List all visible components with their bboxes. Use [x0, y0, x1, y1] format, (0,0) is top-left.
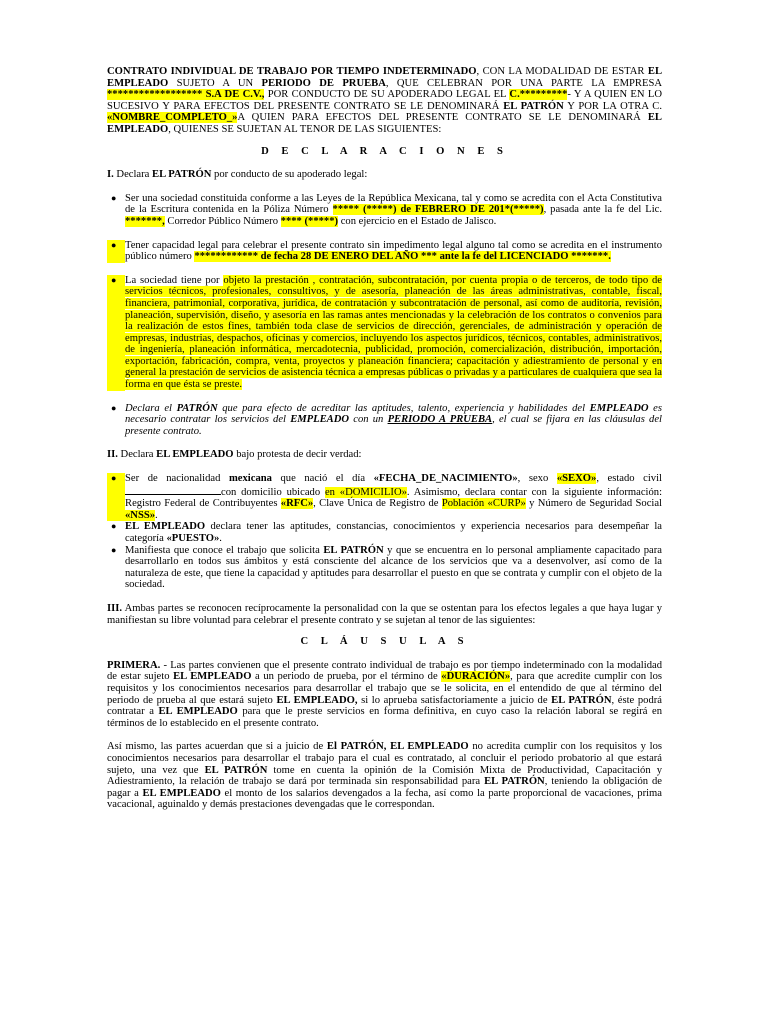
- bullet-text: Declara el PATRÓN que para efecto de acreditar las aptitudes, talento, experiencia y habilidades del EMPLEADO es necesario contratar los servicios del EMPLEADO con un PERIODO A PRUEBA, el cual se fijara en las cláusulas del presente contrato.: [125, 402, 662, 437]
- bullet-item-7: [107, 545, 662, 591]
- bullet-icon: ●: [107, 473, 125, 521]
- clausulas-heading: C L Á U S U L A S: [300, 636, 469, 648]
- declaration-text: Ambas partes se reconocen recíprocamente la personalidad con la que se ostentan para los efectos legales a que haya lugar y manifiestan su libre voluntad para celebrar el presente contrato y se sujetan al tenor de las siguientes:: [107, 602, 662, 626]
- contract-document: [107, 66, 662, 811]
- bullet-item-3: [107, 275, 662, 391]
- intro-text: EL EMPLEADO: [107, 112, 662, 135]
- clause-number: PRIMERA.: [107, 659, 161, 671]
- company-placeholder: ****************** S.A DE C.V.,: [107, 89, 265, 101]
- intro-text: , QUIENES SE SUJETAN AL TENOR DE LAS SIGUIENTES:: [168, 123, 442, 135]
- bullet-icon: ●: [111, 521, 117, 532]
- declaration-number: III.: [107, 602, 123, 614]
- intro-text: - Y A QUIEN EN LO SUCESIVO Y PARA EFECTOS DEL PRESENTE CONTRATO SE LE DENOMINARÁ: [107, 89, 662, 112]
- bullet-icon: ●: [107, 240, 125, 263]
- declaration-text: Declara: [117, 449, 157, 461]
- bullet-text: Manifiesta que conoce el trabajo que solicita EL PATRÓN y que se encuentra en lo personal ampliamente capacitado para desarrollarlo en todos sus ámbitos y está consciente del alcance de los servicios que va a desenvolver, así como de la naturaleza de este, que tiene la capacidad y aptitudes para desarrollar el puesto en que se contrata y cumplir con el objeto de la sociedad.: [125, 544, 662, 591]
- bullet-item-2: [107, 240, 662, 263]
- declaration-text: bajo protesta de decir verdad:: [233, 449, 362, 461]
- clause-asimismo: Así mismo, las partes acuerdan que si a juicio de El PATRÓN, EL EMPLEADO no acredita cumplir con los requisitos y los conocimientos necesarios para desarrollar el trabajo para el cual es contratado, al concluir el periodo probatorio al que estará sujeto, una vez que EL PATRÓN tome en cuenta la opinión de la Comisión Mixta de Productividad, Capacitación y Adiestramiento, la relación de trabajo se dará por terminada sin responsabilidad para EL PATRÓN, teniendo la obligación de pagar a EL EMPLEADO el monto de los salarios devengados a la fecha, así como la parte proporcional de vacaciones, prima vacacional, aguinaldo y demás prestaciones devengadas que le correspondan.: [107, 741, 663, 811]
- declaration-3: [107, 603, 662, 626]
- bullet-item-1: [107, 193, 662, 228]
- bullet-icon: ●: [111, 402, 117, 413]
- bullet-text: Tener capacidad legal para celebrar el presente contrato sin impedimento legal alguno tal como se acredita en el instrumento público número ************ de fecha 28 DE ENERO DEL AÑO *** ante la fe del LICENCIADO *******.: [125, 239, 662, 263]
- bullet-text: La sociedad tiene por objeto la prestación , contratación, subcontratación, por cuenta propia o de terceros, de todo tipo de servicios técnicos, profesionales, consultivos, y de asesoría, planeación de las áreas administrativas, contable, fiscal, financiera, patrimonial, corporativa, jurídica, de contratación y subcontratación de personal, así como de auditoría, revisión, planeación, supervisión, diseño, y asesoría en las ramas antes mencionadas y la celebración de los contratos o convenios para la realización de estos fines, también toda clase de servicios de dirección, gerenciales, de administración y operación de empresas, industrias, despachos, oficinas y comercios, incluyendo los aspectos jurídicos, técnicos, contables, administrativos, de ingeniería, planeación informática, mercadotecnia, publicidad, promoción, comercialización, distribución, importación, exportación, fabricación, compra, venta, proyectos y planeación financiera; capacitación y adiestramiento de personal y en general la prestación de servicios de asistencia técnica a empresas públicas o privadas y a particulares de cualquiera que sea la forma en que ésta se preste.: [125, 274, 662, 391]
- declaration-text: por conducto de su apoderado legal:: [211, 169, 368, 181]
- clause-primera: PRIMERA. - Las partes convienen que el presente contrato individual de trabajo es por tiempo indeterminado con la modalidad de estar sujeto EL EMPLEADO a un periodo de prueba, por el término de «DURACIÓN», para que acredite cumplir con los requisitos y los conocimientos necesarios para desarrollar el trabajo que se le solicita, en el entendido de que al término del periodo de prueba al que estará sujeto EL EMPLEADO, si lo aprueba satisfactoriamente a juicio de EL PATRÓN, éste podrá contratar a EL EMPLEADO para que le preste servicios en forma definitiva, en cuyo caso la relación laboral se regirá en términos de lo establecido en el presente contrato.: [107, 659, 663, 729]
- intro-text: , CON LA MODALIDAD DE ESTAR: [476, 66, 648, 77]
- civil-status-blank: [125, 485, 221, 495]
- contract-intro: [107, 66, 662, 136]
- declaraciones-heading: D E C L A R A C I O N E S: [261, 145, 508, 157]
- bullet-icon: ●: [111, 544, 117, 555]
- intro-text: A QUIEN PARA EFECTOS DEL PRESENTE CONTRATO SE LE DENOMINARÁ: [237, 112, 648, 124]
- bullet-icon: ●: [111, 192, 117, 203]
- representative-placeholder: C.*********: [509, 89, 568, 101]
- employee-name-placeholder: «NOMBRE_COMPLETO_»: [107, 112, 238, 124]
- intro-text: SUJETO A UN: [168, 77, 262, 89]
- declaration-text: Declara: [113, 169, 153, 181]
- declaration-1: [107, 169, 662, 181]
- bullet-item-5: [107, 473, 662, 521]
- intro-text: EL PATRÓN: [503, 100, 564, 112]
- declaration-text: EL PATRÓN: [152, 169, 212, 181]
- intro-text: Y POR LA OTRA C.: [563, 100, 663, 112]
- bullet-icon: ●: [107, 275, 125, 391]
- declaration-text: EL EMPLEADO: [156, 449, 234, 461]
- bullet-item-6: [107, 521, 662, 544]
- declaration-number: I.: [107, 169, 114, 181]
- bullet-text: Ser una sociedad constituida conforme a las Leyes de la República Mexicana, tal y como se acredita con el Acta Constitutiva de la Escritura contenida en la Póliza Número ***** (*****) de FEBRERO DE 201*(*****), pasada ante la fe del Lic. *******, Corredor Público Número **** (*****) con ejercicio en el Estado de Jalisco.: [125, 192, 662, 227]
- contract-title: CONTRATO INDIVIDUAL DE TRABAJO POR TIEMPO INDETERMINADO: [107, 66, 477, 77]
- intro-text: POR CONDUCTO DE SU APODERADO LEGAL EL: [264, 89, 510, 101]
- bullet-text: EL EMPLEADO declara tener las aptitudes, constancias, conocimientos y experiencia necesarios para desempeñar la categoría «PUESTO».: [125, 521, 663, 544]
- bullet-item-4: [107, 403, 662, 438]
- intro-text: PERIODO DE PRUEBA: [261, 77, 386, 89]
- declaration-number: II.: [107, 449, 118, 461]
- intro-text: EL EMPLEADO: [107, 66, 663, 89]
- intro-text: , QUE CELEBRAN POR UNA PARTE LA EMPRESA: [385, 77, 662, 89]
- bullet-text: Ser de nacionalidad mexicana que nació el día «FECHA_DE_NACIMIENTO», sexo «SEXO», estado civilcon domicilio ubicado en «DOMICILIO». Asimismo, declara contar con la siguiente información: Registro Federal de Contribuyentes «RFC», Clave Única de Registro de Población «CURP» y Número de Seguridad Social «NSS».: [125, 473, 663, 521]
- declaration-2: [107, 449, 662, 461]
